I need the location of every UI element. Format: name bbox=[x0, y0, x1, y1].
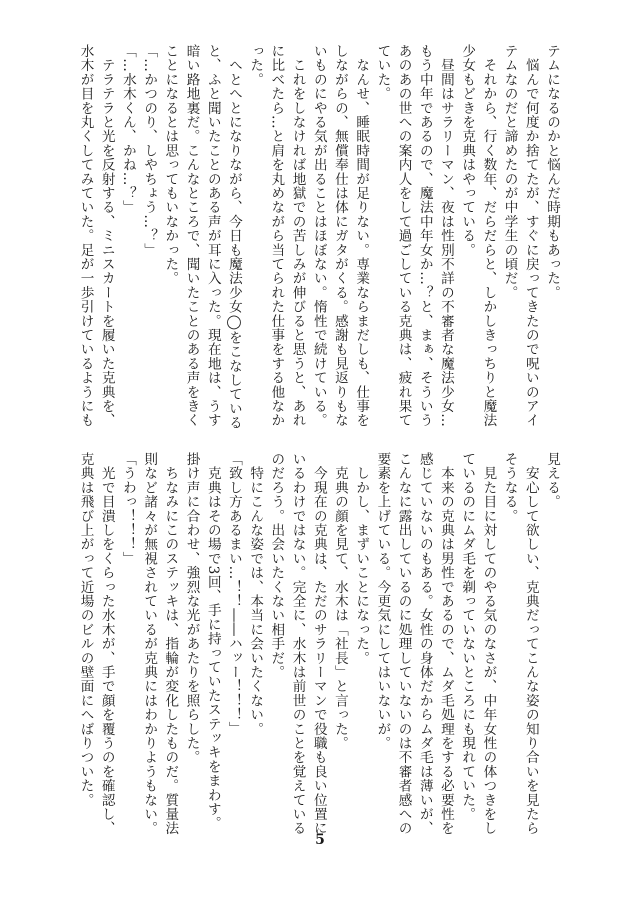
text-line: 感じていないのもある。女性の身体だからムダ毛は薄いが、 bbox=[416, 452, 433, 836]
text-line: テムになるのかと悩んだ時期もあった。 bbox=[544, 44, 560, 300]
text-line: しかし、まずいことになった。 bbox=[353, 452, 370, 665]
text-line: 悩んで何度か捨てたが、すぐに戻ってきたので呪いのアイ bbox=[522, 44, 539, 428]
text-line: いものにやる気が出ることはほぼない。惰性で続けている。 bbox=[310, 44, 327, 428]
text-line: 見える。 bbox=[544, 452, 560, 509]
text-line: 今現在の克典は、ただのサラリーマンで役職も良い位置に bbox=[310, 452, 327, 836]
text-line: 安心して欲しい、克典だってこんな姿の知り合いを見たら bbox=[522, 452, 539, 836]
text-block-bottom bbox=[74, 452, 562, 836]
text-line: 「…水木くん、かね…？」 bbox=[119, 44, 136, 215]
text-line: ことになるとは思ってもいなかった。 bbox=[162, 44, 179, 286]
text-block-top bbox=[74, 44, 562, 430]
text-line: こんなに露出しているのに処理していないのは不審者感への bbox=[395, 452, 412, 836]
text-line: 克典は飛び上がって近場のビルの壁面にへばりついた。 bbox=[77, 452, 94, 807]
text-line: 「うわっ！！！」 bbox=[119, 452, 136, 566]
page-number: 5 bbox=[315, 832, 325, 848]
text-line: そうなる。 bbox=[501, 452, 518, 523]
text-line: った。 bbox=[247, 44, 264, 87]
text-line: ているのにムダ毛を剃っていないところにも現れていた。 bbox=[459, 452, 476, 822]
text-line: 則など諸々が無視されているが克典にはわかりようもない。 bbox=[141, 452, 158, 836]
text-line: へとへとになりながら、今日も魔法少女◯をこなしている bbox=[225, 44, 242, 430]
text-line: 掛け声に合わせ、強烈な光があたりを照らした。 bbox=[183, 452, 200, 765]
text-line: いるわけではない。完全に、水木は前世のことを覚えている bbox=[289, 452, 306, 836]
text-line: と、ふと聞いたことのある声が耳に入った。現在地は、うす bbox=[204, 44, 221, 428]
text-line: 少女もどきを克典はやっている。 bbox=[459, 44, 476, 257]
text-line: テムなのだと諦めたのが中学生の頃だ。 bbox=[501, 44, 518, 300]
text-line: 特にこんな姿では、本当に会いたくない。 bbox=[247, 452, 264, 736]
text-line: これをしなければ地獄での苦しみが伸びると思うと、あれ bbox=[289, 44, 306, 428]
text-line: あのあの世への案内人をして過ごしている克典は、疲れ果て bbox=[395, 44, 412, 428]
text-line: 克典の顔を見て、水木は「社長」と言った。 bbox=[331, 452, 348, 751]
text-line: 暗い路地裏だ。こんなところで、聞いたことのある声をきく bbox=[183, 44, 200, 428]
text-line: それから、行く数年、だらだらと、しかしきっちりと魔法 bbox=[480, 44, 497, 428]
text-line: 要素を上げている。今更気にしてはいないが。 bbox=[374, 452, 391, 751]
text-line: ちなみにこのステッキは、指輪が変化したものだ。質量法 bbox=[162, 452, 179, 836]
text-line: 「…かつのり、しやちょう…？」 bbox=[141, 44, 158, 257]
text-line: のだろう。出会いたくない相手だ。 bbox=[268, 452, 285, 680]
text-line: 昼間はサラリーマン、夜は性別不詳の不審者な魔法少女… bbox=[437, 44, 454, 428]
text-line: 水木が目を丸くしてみていた。足が一歩引けているようにも bbox=[77, 44, 94, 428]
text-line: テラテラと光を反射する、ミニスカートを履いた克典を、 bbox=[98, 44, 115, 428]
text-line: ていた。 bbox=[374, 44, 391, 101]
text-line: 見た目に対してのやる気のなさが、中年女性の体つきをし bbox=[480, 452, 497, 836]
text-line: もう中年であるので、魔法中年女か…？と、まぁ、そういう bbox=[416, 44, 433, 428]
text-line: 光で目潰しをくらった水木が、手で顔を覆うのを確認し、 bbox=[98, 452, 115, 836]
text-line: に比べたら…と肩を丸めながら当てられた仕事をする他なか bbox=[268, 44, 285, 428]
text-line: 本来の克典は男性であるので、ムダ毛処理をする必要性を bbox=[437, 452, 454, 836]
text-line: なんせ、睡眠時間が足りない。専業ならまだしも、仕事を bbox=[353, 44, 370, 428]
text-line: 克典はその場で3回、手に持っていたステッキをまわす。 bbox=[204, 452, 221, 831]
text-line: 「致し方あるまい…！！――ハッー！！！」 bbox=[225, 452, 242, 736]
text-line: しながらの、無償奉仕は体にガタがくる。感謝も見返りもな bbox=[331, 44, 348, 428]
